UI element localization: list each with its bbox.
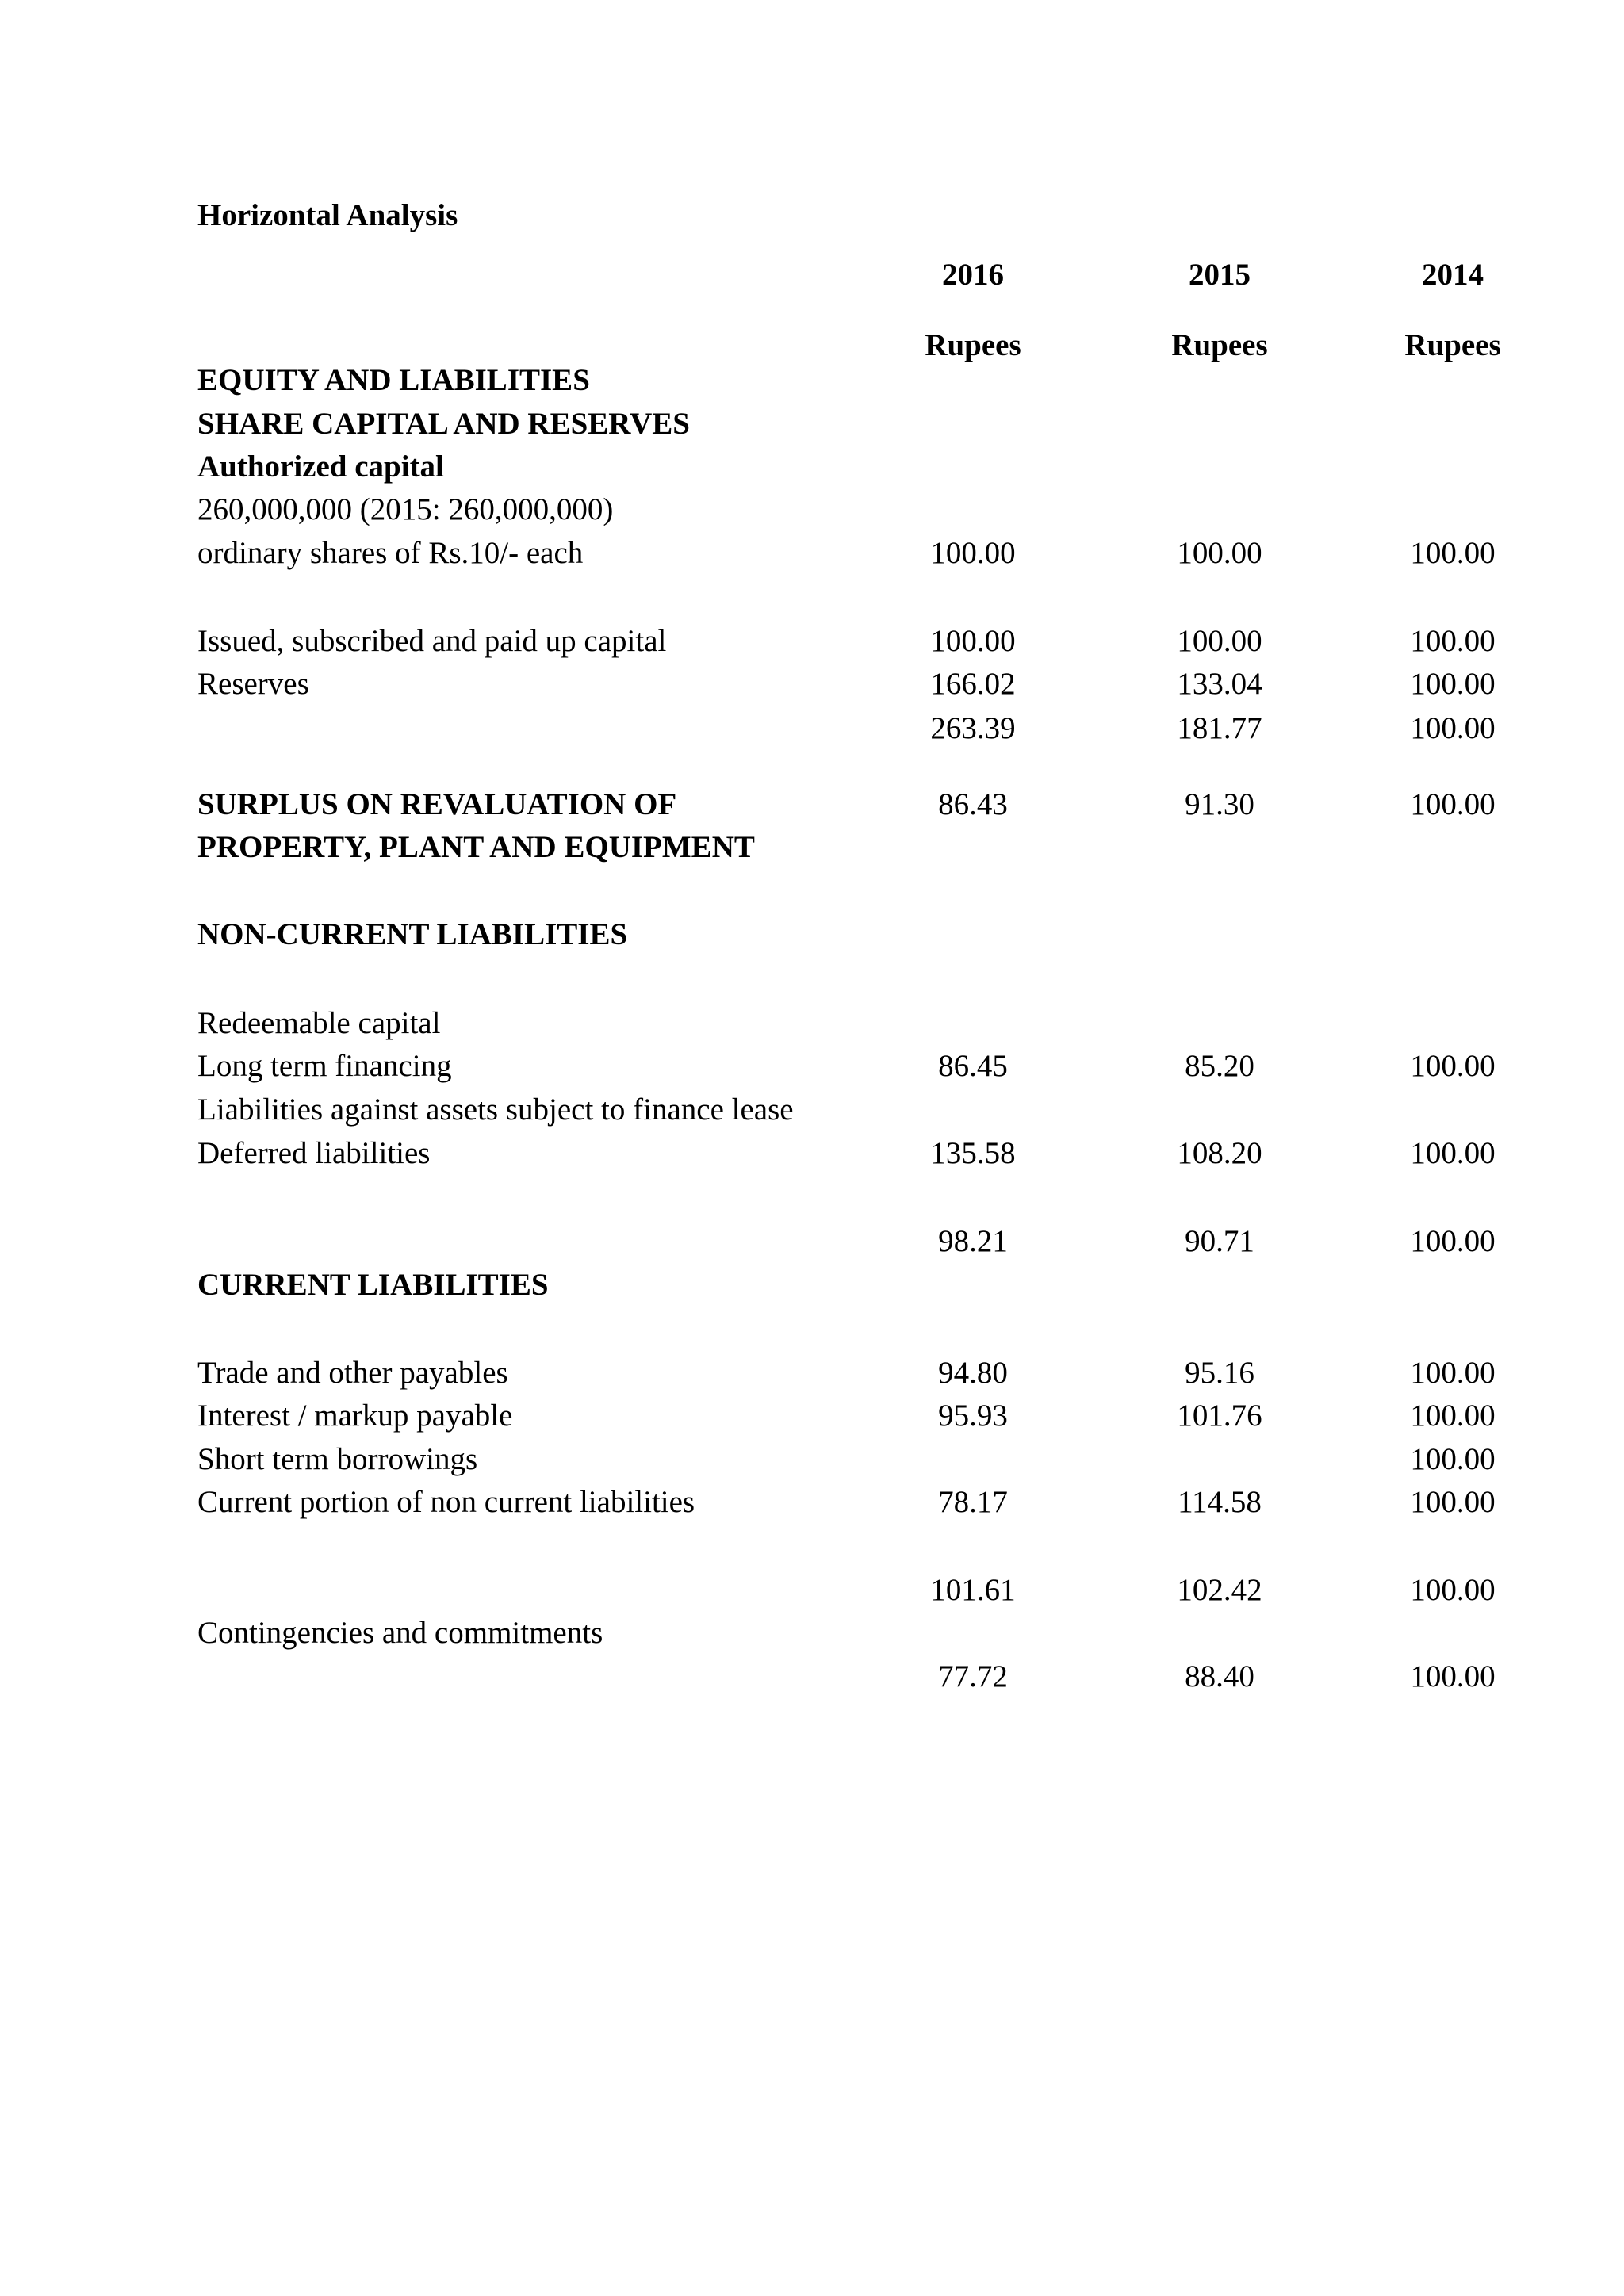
value-2014: 100.00 — [1410, 536, 1496, 570]
row-label: NON-CURRENT LIABILITIES — [197, 917, 628, 951]
value-2014: 100.00 — [1410, 1049, 1496, 1083]
value-2016: 135.58 — [930, 1136, 1016, 1170]
row-label: Long term financing — [197, 1049, 452, 1083]
column-unit-2016: Rupees — [925, 328, 1021, 362]
value-2016: 86.45 — [938, 1049, 1008, 1083]
value-2015: 133.04 — [1177, 667, 1262, 701]
table-row — [0, 913, 1624, 956]
value-2016: 95.93 — [938, 1399, 1008, 1433]
value-2014: 100.00 — [1410, 1224, 1496, 1258]
value-2014: 100.00 — [1410, 1136, 1496, 1170]
table-row — [0, 1220, 1624, 1263]
table-row — [0, 1002, 1624, 1045]
value-2015: 101.76 — [1177, 1399, 1262, 1433]
value-2015: 85.20 — [1185, 1049, 1254, 1083]
row-label: Current portion of non current liabilities — [197, 1485, 695, 1519]
table-row — [0, 403, 1624, 446]
row-label: EQUITY AND LIABILITIES — [197, 363, 590, 397]
value-2014: 100.00 — [1410, 667, 1496, 701]
value-2016: 98.21 — [938, 1224, 1008, 1258]
row-label: SURPLUS ON REVALUATION OF — [197, 787, 677, 821]
row-label: Redeemable capital — [197, 1006, 441, 1040]
table-row — [0, 663, 1624, 706]
value-2015: 90.71 — [1185, 1224, 1254, 1258]
table-row — [0, 532, 1624, 575]
row-label: ordinary shares of Rs.10/- each — [197, 536, 584, 570]
value-2015: 100.00 — [1177, 624, 1262, 658]
value-2015: 100.00 — [1177, 536, 1262, 570]
row-label: SHARE CAPITAL AND RESERVES — [197, 407, 690, 441]
table-row — [0, 1352, 1624, 1395]
value-2016: 94.80 — [938, 1356, 1008, 1390]
value-2016: 86.43 — [938, 787, 1008, 821]
table-row — [0, 1438, 1624, 1481]
table-row — [0, 707, 1624, 750]
table-row — [0, 1132, 1624, 1175]
value-2016: 101.61 — [930, 1573, 1016, 1607]
row-label: Interest / markup payable — [197, 1399, 513, 1433]
table-row — [0, 1569, 1624, 1612]
column-unit-2014: Rupees — [1404, 328, 1501, 362]
row-label: CURRENT LIABILITIES — [197, 1268, 549, 1302]
table-row — [0, 359, 1624, 402]
value-2014: 100.00 — [1410, 787, 1496, 821]
table-row — [0, 1395, 1624, 1437]
value-2016: 77.72 — [938, 1659, 1008, 1693]
column-unit-2015: Rupees — [1171, 328, 1268, 362]
value-2015: 88.40 — [1185, 1659, 1254, 1693]
row-label: Contingencies and commitments — [197, 1616, 603, 1650]
row-label: Trade and other payables — [197, 1356, 508, 1390]
value-2014: 100.00 — [1410, 1356, 1496, 1390]
column-year-2015: 2015 — [1189, 258, 1251, 292]
column-year-2016: 2016 — [942, 258, 1004, 292]
value-2014: 100.00 — [1410, 1442, 1496, 1476]
value-2015: 102.42 — [1177, 1573, 1262, 1607]
row-label: Reserves — [197, 667, 309, 701]
table-row — [0, 446, 1624, 488]
row-label: Deferred liabilities — [197, 1136, 431, 1170]
value-2014: 100.00 — [1410, 1485, 1496, 1519]
table-row — [0, 1655, 1624, 1698]
table-row — [0, 783, 1624, 826]
value-2016: 166.02 — [930, 667, 1016, 701]
value-2016: 100.00 — [930, 536, 1016, 570]
table-row — [0, 1481, 1624, 1524]
column-year-2014: 2014 — [1422, 258, 1484, 292]
value-2016: 100.00 — [930, 624, 1016, 658]
value-2014: 100.00 — [1410, 1573, 1496, 1607]
value-2014: 100.00 — [1410, 711, 1496, 745]
row-label: PROPERTY, PLANT AND EQUIPMENT — [197, 830, 755, 864]
row-label: Authorized capital — [197, 450, 444, 484]
value-2015: 91.30 — [1185, 787, 1254, 821]
row-label: Issued, subscribed and paid up capital — [197, 624, 667, 658]
value-2016: 78.17 — [938, 1485, 1008, 1519]
value-2015: 114.58 — [1178, 1485, 1262, 1519]
row-label: Liabilities against assets subject to finance lease — [197, 1093, 794, 1127]
document-title: Horizontal Analysis — [197, 198, 458, 232]
table-row — [0, 1612, 1624, 1655]
table-row — [0, 1089, 1624, 1131]
value-2015: 108.20 — [1177, 1136, 1262, 1170]
table-row — [0, 620, 1624, 663]
value-2016: 263.39 — [930, 711, 1016, 745]
value-2015: 95.16 — [1185, 1356, 1254, 1390]
table-row — [0, 826, 1624, 869]
table-row — [0, 1264, 1624, 1307]
row-label: Short term borrowings — [197, 1442, 478, 1476]
value-2014: 100.00 — [1410, 624, 1496, 658]
table-row — [0, 1045, 1624, 1088]
value-2014: 100.00 — [1410, 1659, 1496, 1693]
value-2015: 181.77 — [1177, 711, 1262, 745]
table-row — [0, 488, 1624, 531]
row-label: 260,000,000 (2015: 260,000,000) — [197, 492, 614, 526]
value-2014: 100.00 — [1410, 1399, 1496, 1433]
